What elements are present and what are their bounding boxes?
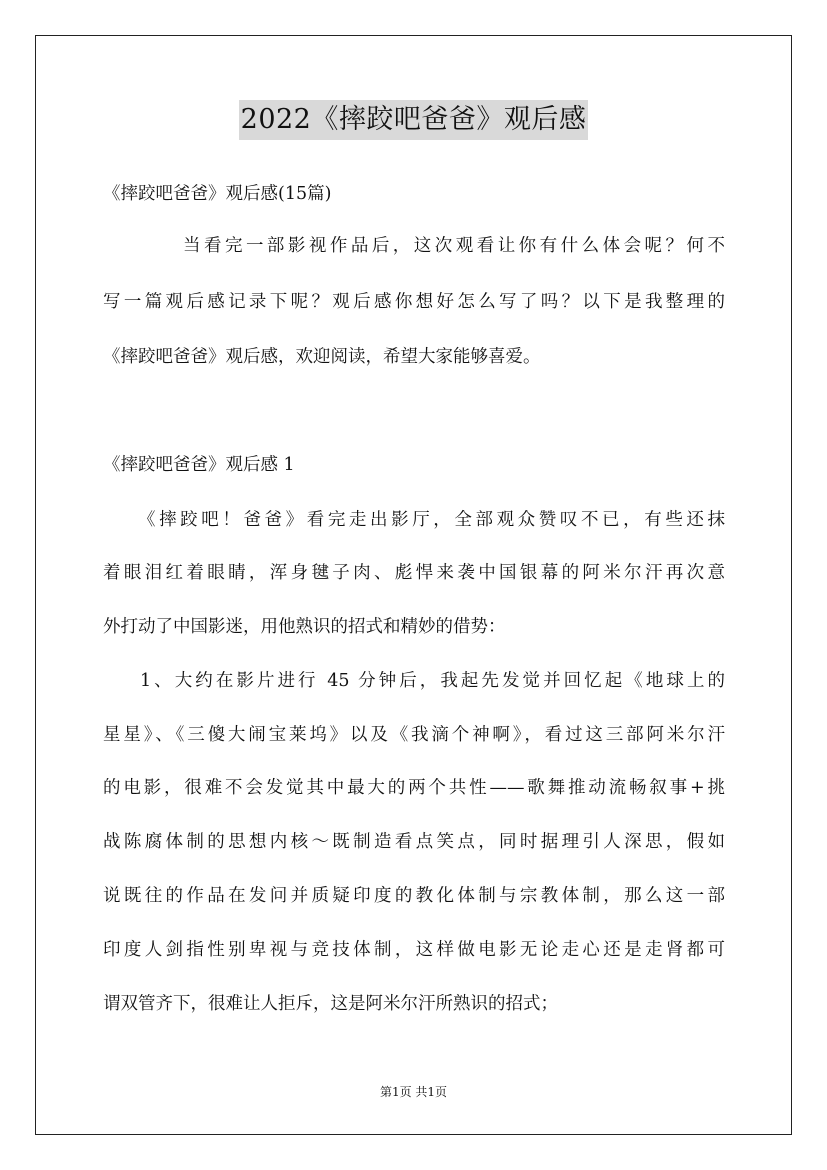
section-heading: 《摔跤吧爸爸》观后感 1 — [103, 455, 295, 475]
paragraph2-line-3: 的电影，很难不会发觉其中最大的两个共性——歌舞推动流畅叙事+挑 — [103, 778, 725, 798]
paragraph2-line-7: 谓双管齐下，很难让人拒斥，这是阿米尔汗所熟识的招式； — [103, 994, 558, 1014]
paragraph1-line-2: 着眼泪红着眼睛，浑身毽子肉、彪悍来袭中国银幕的阿米尔汗再次意 — [103, 563, 725, 583]
title-container — [0, 100, 827, 140]
intro-line-2: 写一篇观后感记录下呢？观后感你想好怎么写了吗？以下是我整理的 — [103, 292, 725, 312]
paragraph2-line-5: 说既往的作品在发问并质疑印度的教化体制与宗教体制，那么这一部 — [103, 886, 725, 906]
intro-line-1: 当看完一部影视作品后，这次观看让你有什么体会呢？何不 — [183, 236, 725, 256]
paragraph1-line-3: 外打动了中国影迷，用他熟识的招式和精妙的借势： — [103, 617, 506, 637]
paragraph1-line-1: 《摔跤吧！爸爸》看完走出影厅，全部观众赞叹不已，有些还抹 — [138, 510, 725, 530]
paragraph2-line-4: 战陈腐体制的思想内核～既制造看点笑点，同时据理引人深思，假如 — [103, 832, 725, 852]
document-title: 2022《摔跤吧爸爸》观后感 — [239, 100, 589, 140]
paragraph2-line-2: 星星》、《三傻大闹宝莱坞》以及《我滴个神啊》，看过这三部阿米尔汗 — [103, 725, 725, 745]
intro-line-3: 《摔跤吧爸爸》观后感，欢迎阅读，希望大家能够喜爱。 — [103, 347, 541, 367]
paragraph2-line-6: 印度人剑指性别卑视与竞技体制，这样做电影无论走心还是走肾都可 — [103, 940, 725, 960]
page-footer: 第1页 共1页 — [379, 1085, 448, 1099]
paragraph2-line-1: 1、大约在影片进行 45 分钟后，我起先发觉并回忆起《地球上的 — [140, 671, 725, 691]
document-subtitle: 《摔跤吧爸爸》观后感(15篇) — [103, 184, 332, 204]
